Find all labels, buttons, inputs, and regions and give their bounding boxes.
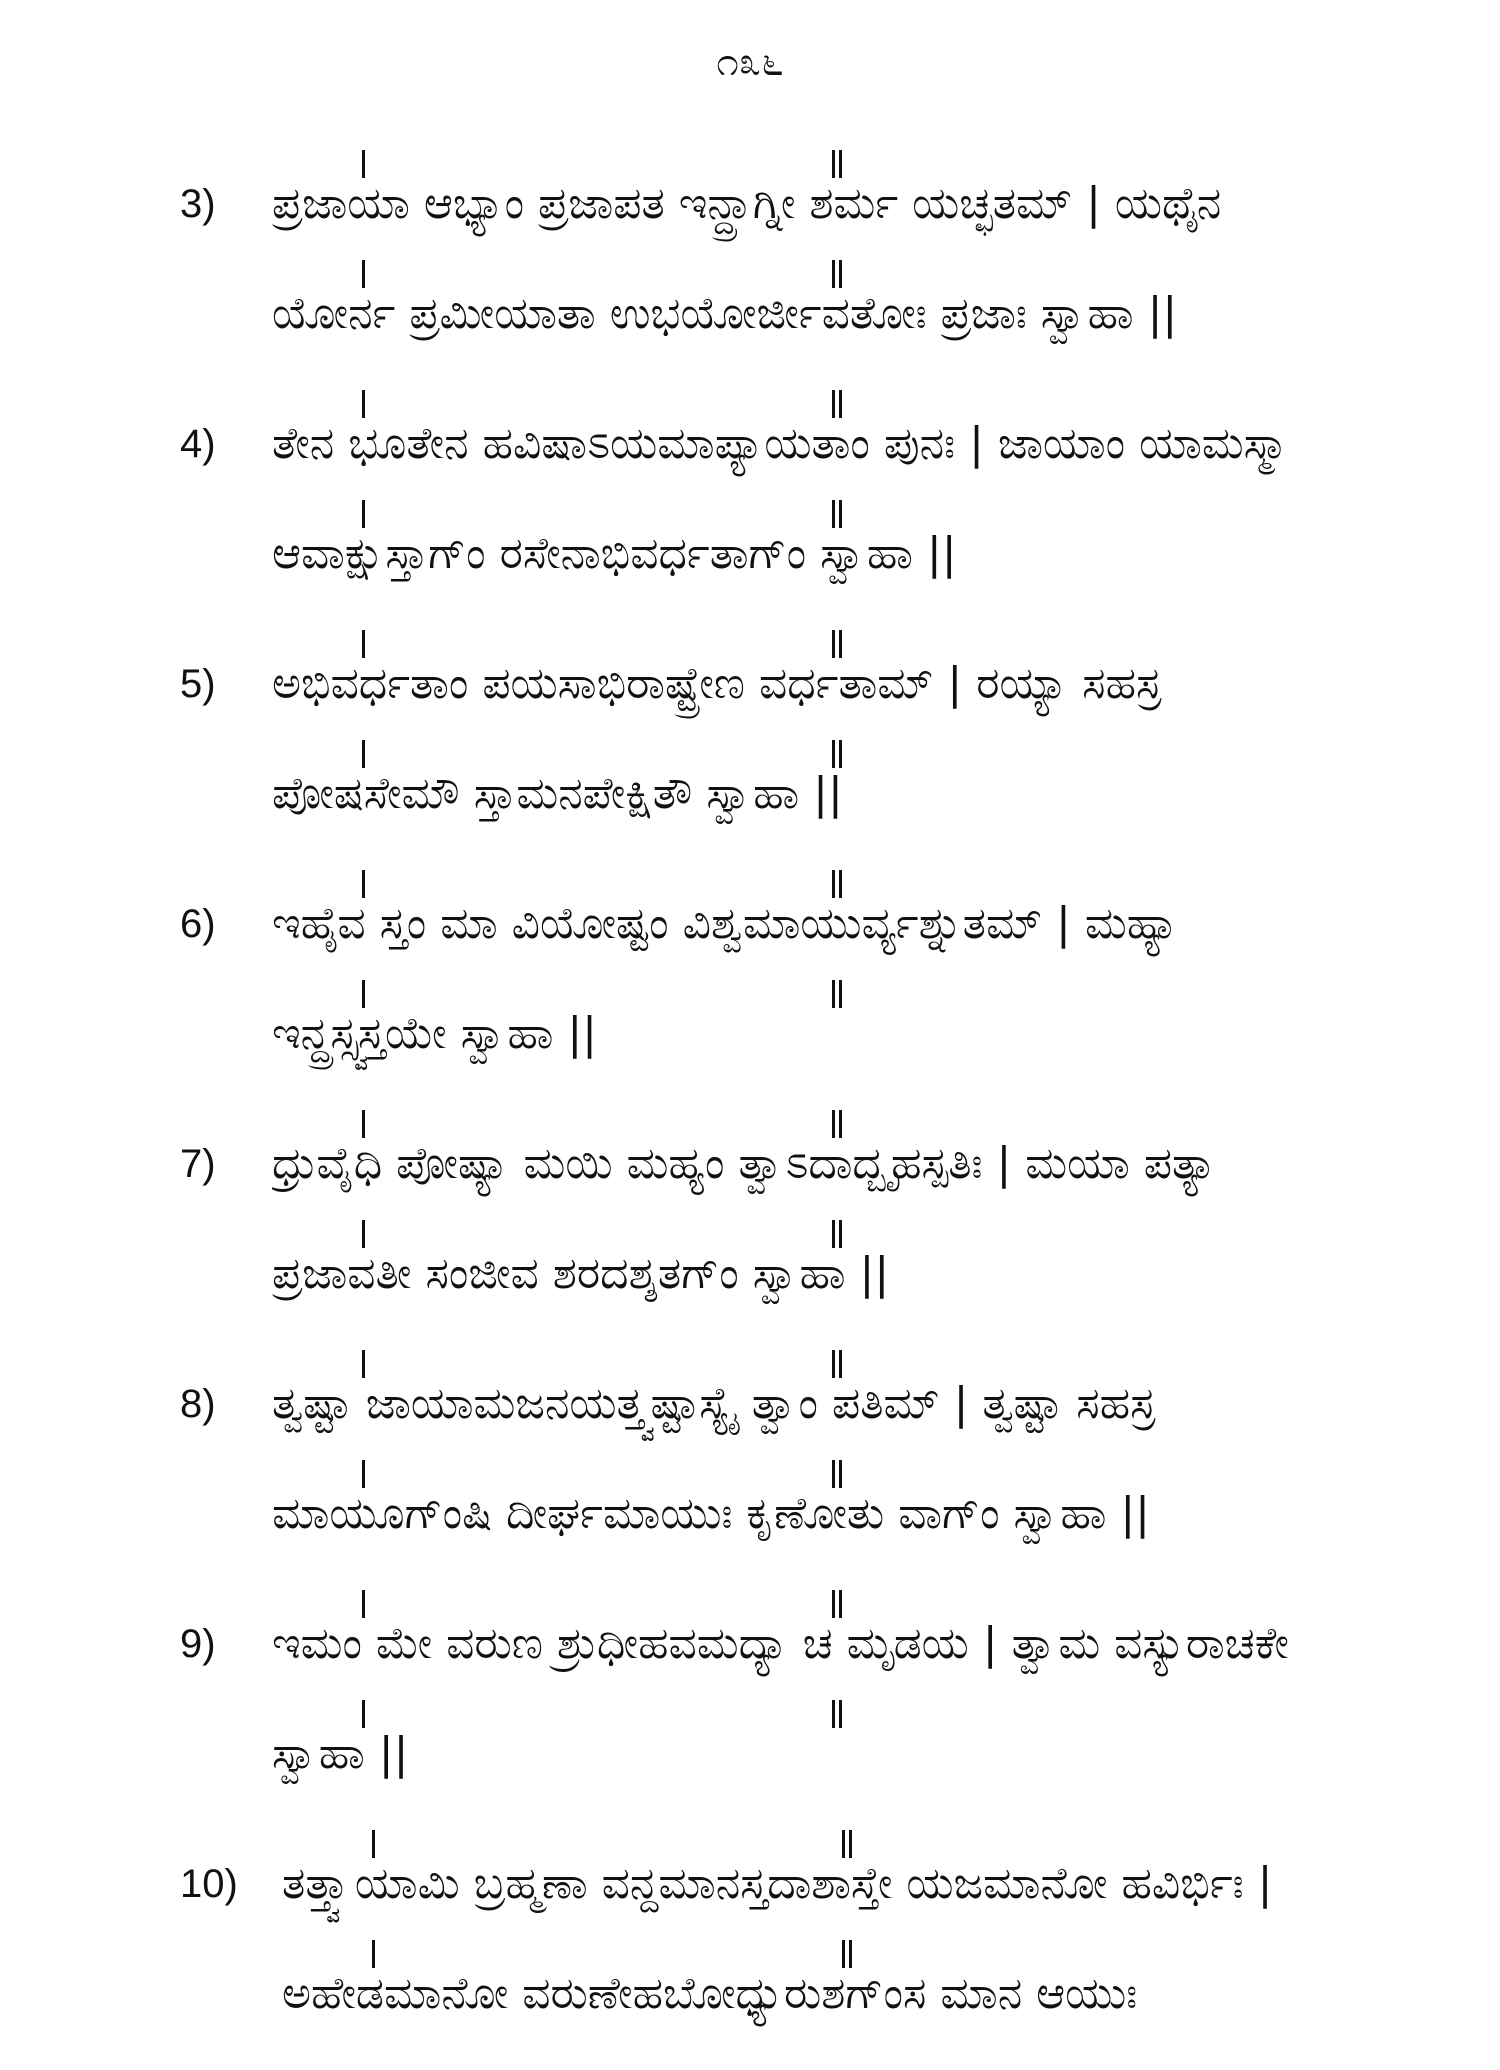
verse-number: 4) [180, 422, 216, 466]
verse-5 [0, 630, 1500, 850]
verse-line: ಅಭಿವರ್ಧತಾಂ ಪಯಸಾಭಿರಾಷ್ಟ್ರೇಣ ವರ್ಧತಾಮ್ | ರಯ್ಯಾ ಸಹಸ್ರ [272, 630, 1342, 740]
verse-number: 10) [180, 1862, 238, 1906]
verse-number: 8) [180, 1382, 216, 1426]
verse-line: ಅಹೇಡಮಾನೋ ವರುಣೇಹಬೋಧ್ಯುರುಶಗ್ಂಸ ಮಾನ ಆಯುಃ [282, 1940, 1352, 2050]
verse-6 [0, 870, 1500, 1090]
verse-number: 3) [180, 182, 216, 226]
verse-number: 6) [180, 902, 216, 946]
verse-line: ಯೋರ್ನ ಪ್ರಮೀಯಾತಾ ಉಭಯೋರ್ಜೀವತೋಃ ಪ್ರಜಾಃ ಸ್ವಾಹಾ || [272, 260, 1342, 370]
verse-line: ತೇನ ಭೂತೇನ ಹವಿಷಾಽಯಮಾಪ್ಯಾಯತಾಂ ಪುನಃ | ಜಾಯಾಂ ಯಾಮಸ್ಮಾ [272, 390, 1342, 500]
verse-10 [0, 1830, 1500, 2050]
verse-7 [0, 1110, 1500, 1330]
verse-number: 9) [180, 1622, 216, 1666]
verse-line: ಪೋಷಸೇಮೌ ಸ್ತಾಮನಪೇಕ್ಷಿತೌ ಸ್ವಾಹಾ || [272, 740, 1342, 850]
verse-4 [0, 390, 1500, 610]
verse-line: ಸ್ವಾಹಾ || [272, 1700, 1342, 1810]
verse-list [0, 150, 1500, 2070]
verse-line: ಇಹೈವ ಸ್ತಂ ಮಾ ವಿಯೋಷ್ಟಂ ವಿಶ್ವಮಾಯುರ್ವ್ಯಶ್ನುತಮ್ | ಮಹ್ಯಾ [272, 870, 1342, 980]
verse-line: ಧ್ರುವೈಧಿ ಪೋಷ್ಯಾ ಮಯಿ ಮಹ್ಯಂ ತ್ವಾಽದಾದ್ಬೃಹಸ್ಪತಿಃ | ಮಯಾ ಪತ್ಯಾ [272, 1110, 1342, 1220]
verse-line: ತತ್ತ್ವಾಯಾಮಿ ಬ್ರಹ್ಮಣಾ ವನ್ದಮಾನಸ್ತದಾಶಾಸ್ತೇ ಯಜಮಾನೋ ಹವಿರ್ಭಿಃ | [282, 1830, 1352, 1940]
verse-9 [0, 1590, 1500, 1810]
page-number: ೧೩೬ [716, 39, 784, 85]
verse-line: ತ್ವಷ್ಟಾ ಜಾಯಾಮಜನಯತ್ತ್ವಷ್ಟಾಸ್ಯೈ ತ್ವಾಂ ಪತಿಮ್ | ತ್ವಷ್ಟಾ ಸಹಸ್ರ [272, 1350, 1342, 1460]
verse-line: ಪ್ರಜಾಯಾ ಆಭ್ಯಾಂ ಪ್ರಜಾಪತ ಇನ್ದ್ರಾಗ್ನೀ ಶರ್ಮ ಯಚ್ಛತಮ್ | ಯಥೈನ [272, 150, 1342, 260]
verse-line: ಪ್ರಜಾವತೀ ಸಂಜೀವ ಶರದಶ್ಶತಗ್ಂ ಸ್ವಾಹಾ || [272, 1220, 1342, 1330]
verse-line: ಆವಾಕ್ಷುಸ್ತಾಗ್ಂ ರಸೇನಾಭಿವರ್ಧತಾಗ್ಂ ಸ್ವಾಹಾ || [272, 500, 1342, 610]
verse-line: ಮಾಯೂಗ್ಂಷಿ ದೀರ್ಘಮಾಯುಃ ಕೃಣೋತು ವಾಗ್ಂ ಸ್ವಾಹಾ || [272, 1460, 1342, 1570]
verse-3 [0, 150, 1500, 370]
verse-line: ಇಮಂ ಮೇ ವರುಣ ಶ್ರುಧೀಹವಮದ್ಯಾ ಚ ಮೃಡಯ | ತ್ವಾಮ ವಸ್ಯುರಾಚಕೇ [272, 1590, 1342, 1700]
verse-line: ಇನ್ದ್ರಸ್ಸ್ವಸ್ತಯೇ ಸ್ವಾಹಾ || [272, 980, 1342, 1090]
verse-number: 7) [180, 1142, 216, 1186]
verse-8 [0, 1350, 1500, 1570]
verse-number: 5) [180, 662, 216, 706]
